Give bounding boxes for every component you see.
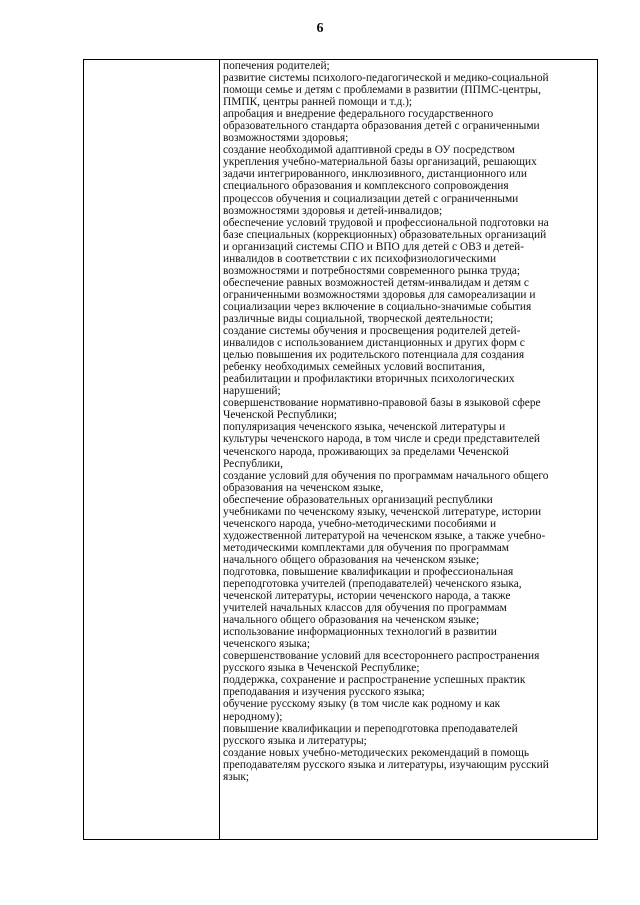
text-line: русского языка в Чеченской Республике; [223,662,420,675]
text-line: возможностями здоровья и детей-инвалидов; [223,204,443,217]
text-line: начального общего образования на чеченском языке; [223,553,480,566]
text-line: учителей начальных классов для обучения по программам [223,602,507,615]
text-line: возможностями и потребностями современного рынка труда; [223,264,521,277]
text-line: обучение русскому языку (в том числе как родному и как [223,698,501,711]
text-line: начального общего образования на чеченском языке; [223,614,480,627]
text-line: совершенствование условий для всестороннего распространения [223,650,540,663]
text-line: обеспечение образовательных организаций республики [223,493,493,506]
text-line: чеченского народа, проживающих за пределами Чеченской [223,445,509,458]
text-line: популяризация чеченского языка, чеченской литературы и [223,421,506,434]
text-line: преподавателям русского языка и литературы, изучающим русский [223,758,549,771]
text-line: различные виды социальной, творческой деятельности; [223,312,494,325]
text-line: создание условий для обучения по программам начального общего [223,469,549,482]
text-line: помощи семье и детям с проблемами в развитии (ППМС-центры, [223,84,541,97]
text-line: инвалидов с использованием дистанционных и других форм с [223,337,525,350]
text-line: специального образования и комплексного сопровождения [223,180,509,193]
text-line: нарушений; [223,385,281,398]
text-line: создание новых учебно-методических рекомендаций в помощь [223,746,530,759]
text-line: использование информационных технологий в развитии [223,626,497,639]
text-line: методическими комплектами для обучения по программам [223,541,509,554]
text-line: обеспечение условий трудовой и профессиональной подготовки на [223,216,549,229]
text-line: поддержка, сохранение и распространение успешных практик [223,674,526,687]
text-line: Республики, [223,457,283,470]
text-line: чеченского народа, учебно-методическими пособиями и [223,517,497,530]
text-line: переподготовка учителей (преподавателей) чеченского языка, [223,578,522,591]
text-line: создание необходимой адаптивной среды в ОУ посредством [223,144,515,157]
text-line: создание системы обучения и просвещения родителей детей- [223,325,521,338]
text-line: подготовка, повышение квалификации и профессиональная [223,565,514,578]
text-line: ребенку необходимых семейных условий воспитания, [223,361,486,374]
text-line: неродному); [223,710,283,723]
text-line: совершенствование нормативно-правовой базы в языковой сфере [223,397,541,410]
text-line: процессов обучения и социализации детей с ограниченными [223,192,519,205]
text-line: развитие системы психолого-педагогической и медико-социальной [223,72,549,85]
text-line: социализации через включение в социально-значимые события [223,300,532,313]
text-line: попечения родителей; [223,60,330,72]
text-line: Чеченской Республики; [223,409,338,422]
content-table [83,59,598,840]
text-line: ПМПК, центры ранней помощи и т.д.); [223,96,413,109]
text-line: русского языка и литературы; [223,734,367,747]
text-line: целью повышения их родительского потенциала для создания [223,349,525,362]
text-line: реабилитации и профилактики вторичных психологических [223,373,515,386]
table-left-cell [84,60,220,839]
text-line: учебниками по чеченскому языку, чеченской литературе, истории [223,505,542,518]
text-line: обеспечение равных возможностей детям-инвалидам и детям с [223,276,529,289]
text-line: преподавания и изучения русского языка; [223,686,425,699]
text-line: базе специальных (коррекционных) образовательных организаций [223,228,547,241]
text-line: повышение квалификации и переподготовка преподавателей [223,722,518,735]
page-number: 6 [316,21,324,36]
text-line: и организаций системы СПО и ВПО для детей с ОВЗ и детей- [223,240,525,253]
text-line: язык; [223,770,250,783]
text-line: ограниченными возможностями здоровья для самореализации и [223,288,536,301]
text-line: художественной литературой на чеченском языке, а также учебно- [223,529,546,542]
text-line: чеченской литературы, истории чеченского народа, а также [223,590,511,603]
text-line: культуры чеченского народа, в том числе и среди представителей [223,433,540,446]
text-line: образования на чеченском языке, [223,481,384,494]
text-line: задачи интегрированного, инклюзивного, дистанционного или [223,168,527,181]
text-line: образовательного стандарта образования детей с ограниченными [223,120,540,133]
text-line: возможностями здоровья; [223,132,349,145]
text-line: инвалидов в соответствии с их психофизиологическими [223,252,497,265]
text-line: чеченского языка; [223,638,310,651]
text-line: укрепления учебно-материальной базы организаций, решающих [223,156,537,169]
table-right-cell [220,60,597,783]
text-line: апробация и внедрение федерального государственного [223,108,494,121]
